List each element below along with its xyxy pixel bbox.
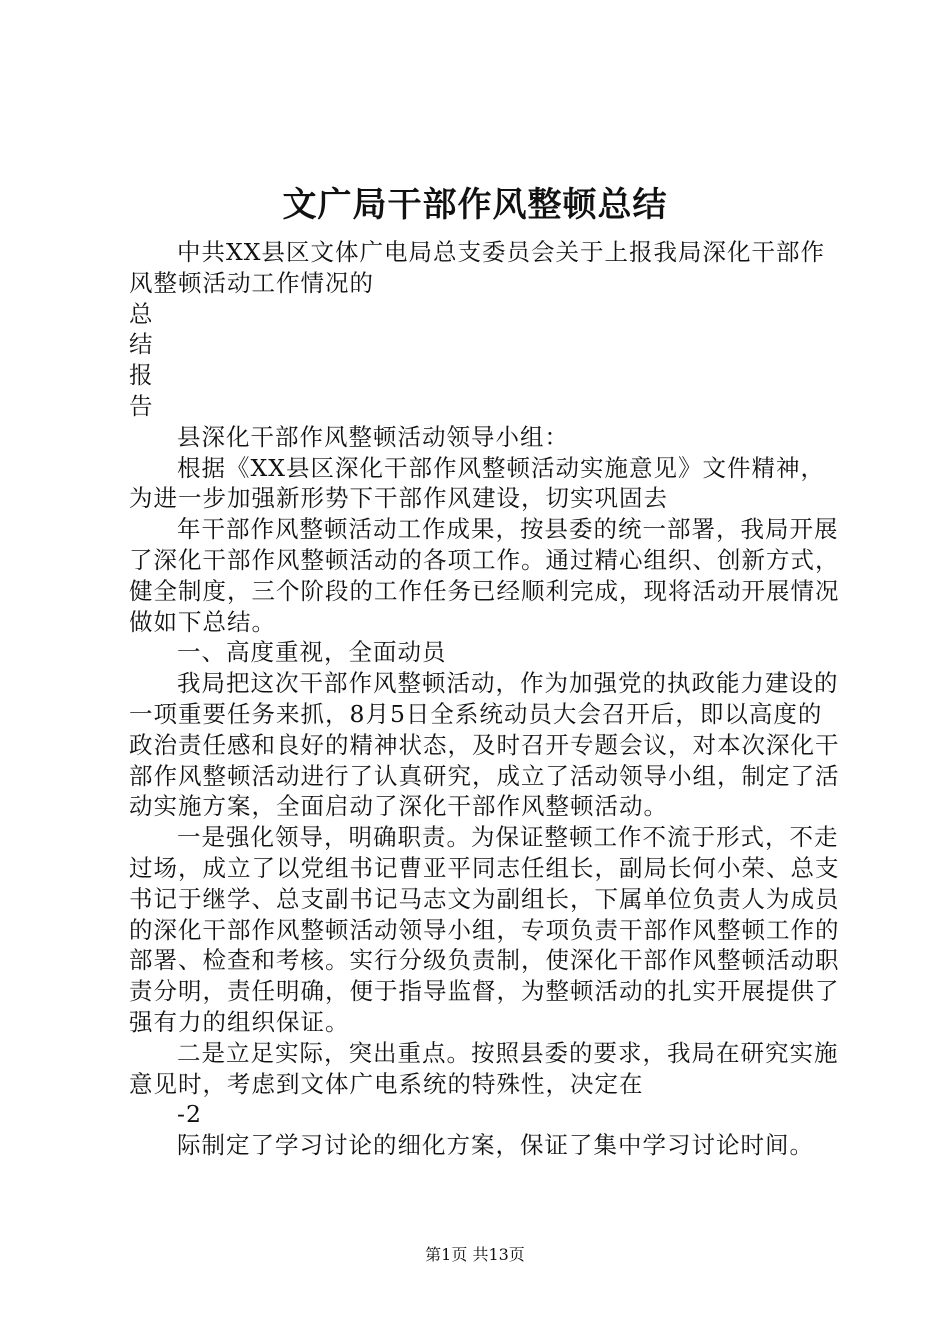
- paragraph: 根据《XX县区深化干部作风整顿活动实施意见》文件精神，为进一步加强新形势下干部作风建设，切实巩固去: [129, 453, 825, 513]
- paragraph: 年干部作风整顿活动工作成果，按县委的统一部署，我局开展了深化干部作风整顿活动的各项工作。通过精心组织、创新方式，健全制度，三个阶段的工作任务已经顺利完成，现将活动开展情况做如下总结。: [129, 515, 840, 636]
- vertical-char: 报: [129, 361, 154, 390]
- vertical-char: 告: [129, 391, 154, 420]
- document-body: [129, 237, 841, 1161]
- paragraph: 际制定了学习讨论的细化方案，保证了集中学习讨论时间。: [177, 1131, 814, 1160]
- paragraph: 一是强化领导，明确职责。为保证整顿工作不流于形式，不走过场，成立了以党组书记曹亚平同志任组长，副局长何小荣、总支书记于继学、总支副书记马志文为副组长，下属单位负责人为成员的深化干部作风整顿活动领导小组，专项负责干部作风整顿工作的部署、检查和考核。实行分级负责制，使深化干部作风整顿活动职责分明，责任明确，便于指导监督，为整顿活动的扎实开展提供了强有力的组织保证。: [129, 823, 840, 1036]
- page-break-marker: -2: [177, 1100, 202, 1129]
- page-footer: 第1页 共13页: [425, 1245, 525, 1264]
- document-title: 文广局干部作风整顿总结: [282, 185, 668, 225]
- vertical-char: 结: [129, 330, 154, 359]
- paragraph: 我局把这次干部作风整顿活动，作为加强党的执政能力建设的一项重要任务来抓，8月5日全系统动员大会召开后，即以高度的政治责任感和良好的精神状态，及时召开专题会议，对本次深化干部作风整顿活动进行了认真研究，成立了活动领导小组，制定了活动实施方案，全面启动了深化干部作风整顿活动。: [129, 669, 840, 821]
- heading-line: 中共XX县区文体广电局总支委员会关于上报我局深化干部作风整顿活动工作情况的: [129, 238, 825, 297]
- salutation: 县深化干部作风整顿活动领导小组：: [177, 422, 569, 451]
- paragraph: 二是立足实际，突出重点。按照县委的要求，我局在研究实施意见时，考虑到文体广电系统的特殊性，决定在: [129, 1038, 839, 1098]
- section-heading: 一、高度重视，全面动员: [177, 638, 447, 667]
- vertical-char: 总: [129, 299, 154, 328]
